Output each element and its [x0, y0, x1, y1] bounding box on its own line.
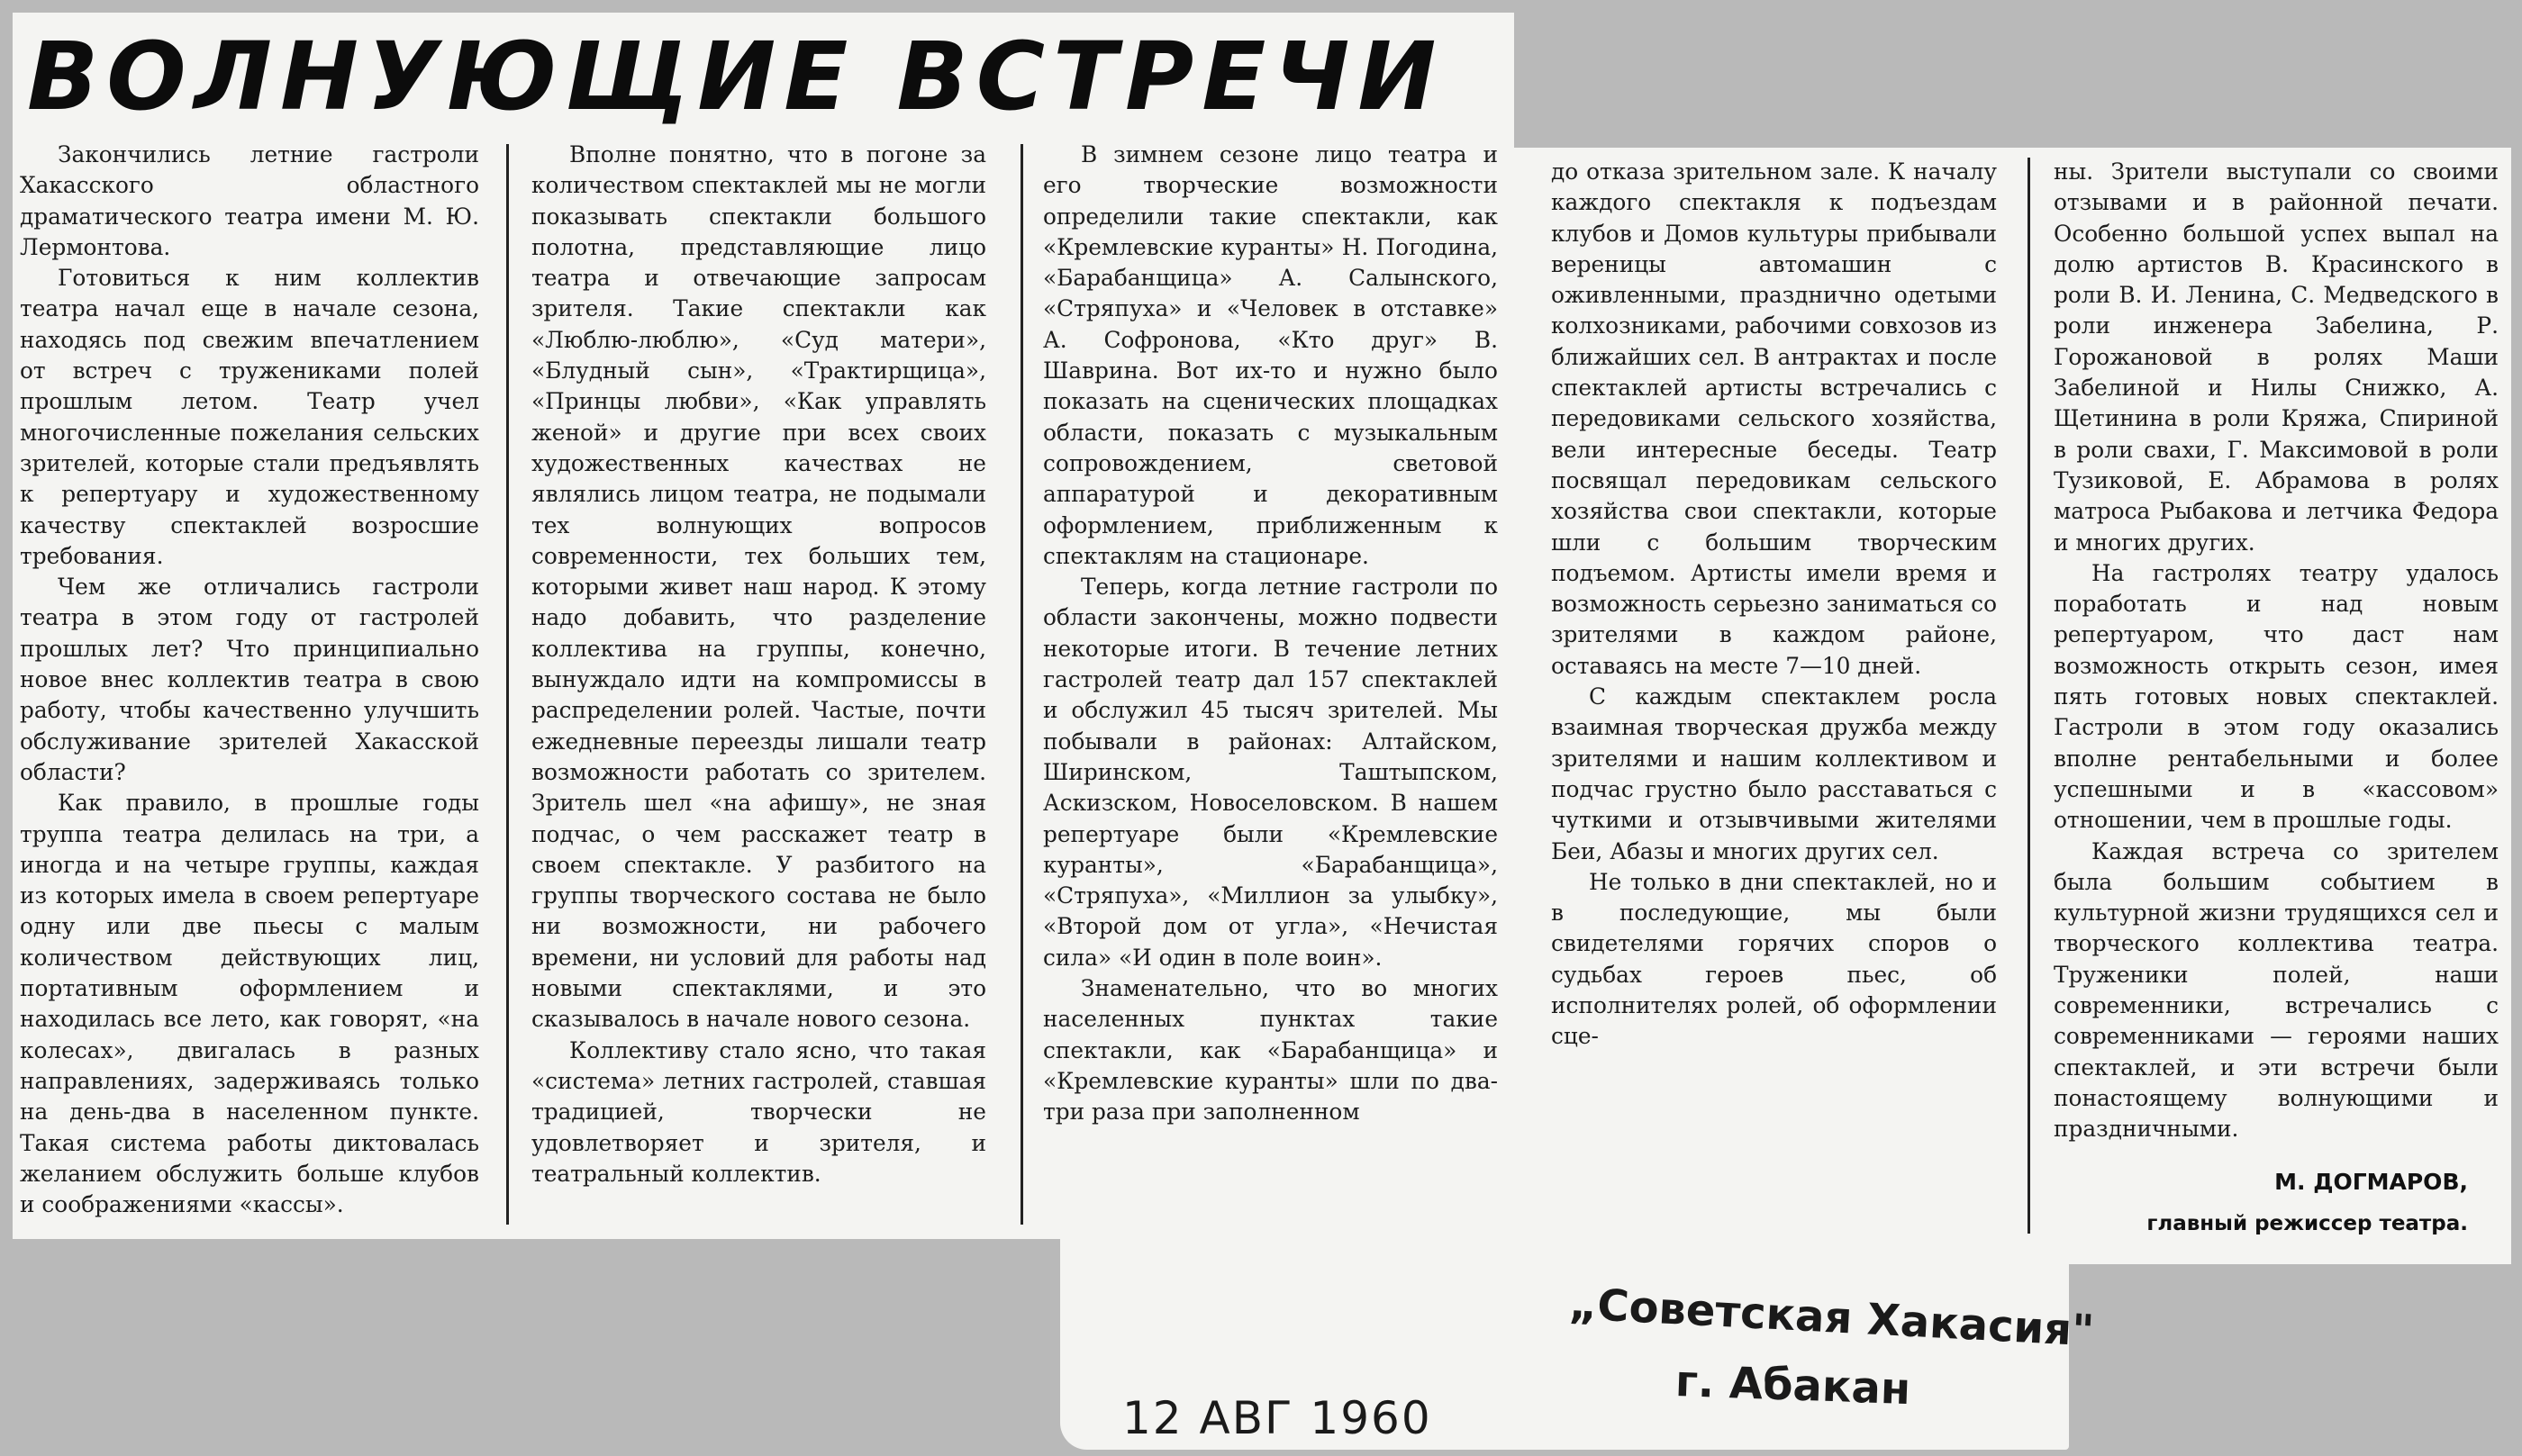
column-5 — [2054, 157, 2499, 1163]
newspaper-stamp: „Советская Хакасия" — [1567, 1279, 2096, 1357]
paragraph: до отказа зрительном зале. К началу каждого спектакля к подъездам клубов и Домов культуры прибывали вереницы автомашин с оживленными, празднично одетыми колхозниками, рабочими совхозов из ближайших сел. В антрактах и после спектаклей артисты встречались с передовиками сельского хозяйства, вели интересные беседы. Театр посвящал передовикам сельского хозяйства свои спектакли, которые шли с большим творческим подъемом. Артисты имели время и возможность серьезно заниматься со зрителями в каждом районе, оставаясь на месте 7—10 дней. — [1551, 158, 1997, 679]
column-4 — [1551, 157, 1997, 1234]
paragraph: Коллективу стало ясно, что такая «система» летних гастролей, ставшая традицией, творчески не удовлетворяет и зрителя, и театральный коллектив. — [531, 1036, 986, 1187]
paragraph: ны. Зрители выступали со своими отзывами и в районной печати. Особенно большой успех выпал на долю артистов В. Красинского в роли В. И. Ленина, С. Медведского в роли инженера Забелина, Р. Горожановой в ролях Маши Забелиной и Нилы Снижко, А. Щетинина в роли Кряжа, Спириной в роли свахи, Г. Максимовой в роли Тузиковой, Е. Абрамова в ролях матроса Рыбакова и летчика Федора и многих других. — [2054, 158, 2499, 556]
column-2 — [531, 140, 986, 1231]
paragraph: Не только в дни спектаклей, но и в последующие, мы были свидетелями горячих споров о судьбах героев пьес, об исполнителях ролей, об оформлении сце- — [1551, 868, 1997, 1050]
date-stamp: 12 АВГ 1960 — [1122, 1392, 1432, 1444]
column-divider — [506, 144, 509, 1225]
paragraph: Готовиться к ним коллектив театра начал еще в начале сезона, находясь под свежим впечатлением от встреч с тружениками полей прошлым летом. Театр учел многочисленные пожелания сельских зрителей, которые стали предъявлять к репертуару и художественному качеству спектаклей возросшие требования. — [20, 265, 479, 569]
paragraph: Закончились летние гастроли Хакасского областного драматического театра имени М. Ю. Лермонтова. — [20, 141, 479, 260]
author-name: М. ДОГМАРОВ, — [2274, 1169, 2468, 1195]
column-divider — [1021, 144, 1023, 1225]
paragraph: Вполне понятно, что в погоне за количеством спектаклей мы не могли показывать спектакли большого полотна, представляющие лицо театра и отвечающие запросам зрителя. Такие спектакли как «Люблю-люблю», «Суд матери», «Блудный сын», «Трактирщица», «Принцы любви», «Как управлять женой» и другие при всех своих художественных качествах не являлись лицом театра, не подымали тех волнующих вопросов современности, тех больших тем, которыми живет наш народ. К этому надо добавить, что разделение коллектива на группы, конечно, вынуждало идти на компромиссы в распределении ролей. Частые, почти ежедневные переезды лишали театр возможности работать со зрителем. Зритель шел «на афишу», не зная подчас, о чем расскажет театр в своем спектакле. У разбитого на группы творческого состава не было ни возможности, ни рабочего времени, ни условий для работы над новыми спектаклями, и это сказывалось в начале нового сезона. — [531, 141, 986, 1033]
paragraph: Каждая встреча со зрителем была большим событием в культурной жизни трудящихся сел и творческого коллектива театра. Труженики полей, наши современники, встречались с современниками — героями наших спектаклей, и эти встречи были понастоящему волнующими и праздничными. — [2054, 837, 2499, 1143]
paragraph: Знаменательно, что во многих населенных пунктах такие спектакли, как «Барабанщица» и «Кремлевские куранты» шли по два-три раза при заполненном — [1043, 975, 1498, 1126]
paragraph: На гастролях театру удалось поработать и над новым репертуаром, что даст нам возможность открыть сезон, имея пять готовых новых спектаклей. Гастроли в этом году оказались вполне рентабельными и более успешными и в «кассовом» отношении, чем в прошлые годы. — [2054, 559, 2499, 834]
paragraph: В зимнем сезоне лицо театра и его творческие возможности определили такие спектакли, как «Кремлевские куранты» Н. Погодина, «Барабанщица» А. Салынского, «Стряпуха» и «Человек в отставке» А. Софронова, «Кто друг» В. Шаврина. Вот их-то и нужно было показать на сценических площадках области, показать с музыкальным сопровождением, световой аппаратурой и декоративным оформлением, приближенным к спектаклям на стационаре. — [1043, 141, 1498, 569]
author-role: главный режиссер театра. — [2146, 1212, 2468, 1235]
paragraph: Чем же отличались гастроли театра в этом году от гастролей прошлых лет? Что принципиально новое внес коллектив театра в свою работу, чтобы качественно улучшить обслуживание зрителей Хакасской области? — [20, 574, 479, 785]
column-1 — [20, 140, 479, 1231]
column-divider — [2028, 158, 2030, 1234]
paragraph: Как правило, в прошлые годы труппа театра делилась на три, а иногда и на четыре группы, каждая из которых имела в своем репертуаре одну или две пьесы с малым количеством действующих лиц, портативным оформлением и находилась все лето, как говорят, «на колесах», двигалась в разных направлениях, задерживаясь только на день-два в населенном пункте. Такая система работы диктовалась желанием обслужить больше клубов и соображениями «кассы». — [20, 790, 479, 1218]
paragraph: С каждым спектаклем росла взаимная творческая дружба между зрителями и нашим коллективом и подчас грустно было расставаться с чуткими и отзывчивыми жителями Беи, Абазы и многих других сел. — [1551, 683, 1997, 864]
paragraph: Теперь, когда летние гастроли по области закончены, можно подвести некоторые итоги. В течение летних гастролей театр дал 157 спектаклей и обслужил 45 тысяч зрителей. Мы побывали в районах: Алтайском, Ширинском, Таштыпском, Аскизском, Новоселовском. В нашем репертуаре были «Кремлевские куранты», «Барабанщица», «Стряпуха», «Миллион за улыбку», «Второй дом от угла», «Нечистая сила» «И один в поле воин». — [1043, 574, 1498, 971]
column-3 — [1043, 140, 1498, 1231]
city-stamp: г. Абакан — [1674, 1356, 1912, 1415]
article-title: ВОЛНУЮЩИЕ ВСТРЕЧИ — [27, 27, 1445, 126]
